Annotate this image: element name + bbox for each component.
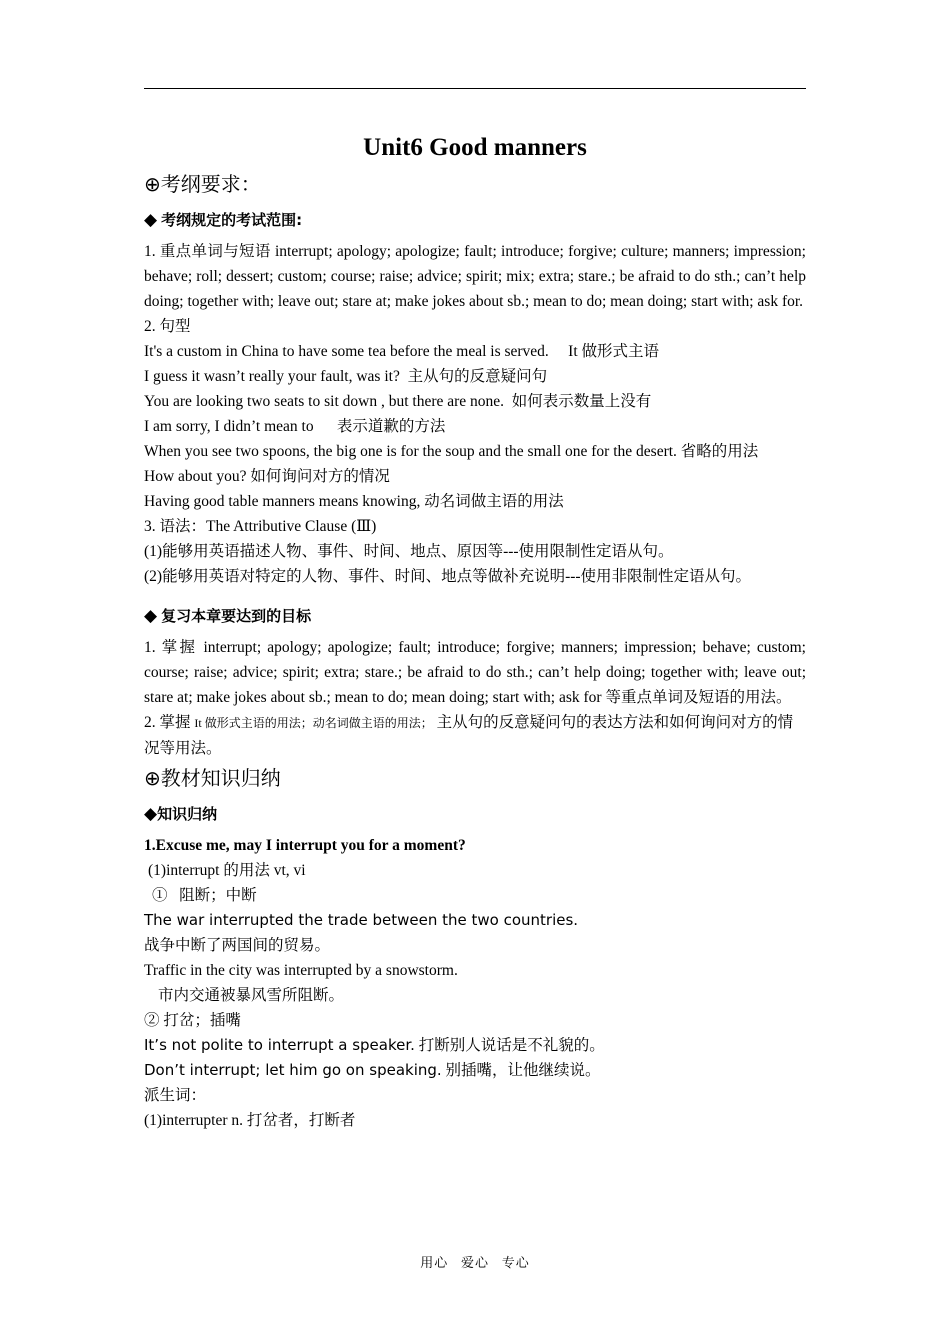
subheading-label: 知识归纳 (157, 805, 218, 823)
grammar-point: (1)能够用英语描述人物、事件、时间、地点、原因等---使用限制性定语从句。 (144, 543, 674, 560)
example-translation: 市内交通被暴风雪所阻断。 (158, 987, 345, 1004)
vocab-list: 1. 重点单词与短语 interrupt; apology; apologize; fault; introduce; forgive; culture; manners; impression; behave; roll; dessert; custom; course; raise; advice; spirit; mix; extra; stare.; be afraid to do sth.; can’t help doing; together with; leave out; stare at; make jokes about sb.; mean to do; mean doing; start with; ask for. (144, 243, 806, 310)
knowledge-point-heading: 1.Excuse me, may I interrupt you for a moment? (144, 837, 466, 854)
page-footer: 用心 爱心 专心 (420, 1255, 530, 1270)
sentence-pattern: When you see two spoons, the big one is for the soup and the small one for the desert. 省略的用法 (144, 443, 759, 460)
goal-prefix: 2. 掌握 (144, 714, 195, 731)
sentence-pattern: You are looking two seats to sit down , but there are none. 如何表示数量上没有 (144, 393, 652, 410)
example-chinese: 别插嘴，让他继续说。 (441, 1062, 601, 1079)
diamond-icon: ◆ (144, 210, 158, 230)
usage-line: (1)interrupt 的用法 vt, vi (148, 862, 306, 879)
example-sentence: Traffic in the city was interrupted by a snowstorm. (144, 962, 458, 979)
subheading-label: 复习本章要达到的目标 (161, 607, 312, 625)
example-translation: 战争中断了两国间的贸易。 (144, 937, 331, 954)
example-sentence: The war interrupted the trade between the two countries. (144, 911, 579, 929)
section-heading-syllabus: ⊕考纲要求： (144, 172, 261, 196)
diamond-icon: ◆ (144, 804, 158, 824)
sentence-pattern: It's a custom in China to have some tea before the meal is served. It 做形式主语 (144, 343, 660, 360)
page-title: Unit6 Good manners (363, 134, 587, 161)
sentence-patterns-label: 2. 句型 (144, 318, 191, 335)
header-rule (144, 88, 806, 89)
derivative-item: (1)interrupter n. 打岔者，打断者 (144, 1112, 356, 1129)
sentence-pattern: I am sorry, I didn’t mean to 表示道歉的方法 (144, 418, 446, 435)
grammar-point: (2)能够用英语对特定的人物、事件、时间、地点等做补充说明---使用非限制性定语从句。 (144, 568, 752, 585)
example-sentence (144, 1058, 806, 1083)
example-chinese: 打断别人说话是不礼貌的。 (414, 1037, 605, 1054)
meaning-line: ② 打岔；插嘴 (144, 1012, 241, 1029)
sentence-pattern: I guess it wasn’t really your fault, was it? 主从句的反意疑问句 (144, 368, 548, 385)
example-sentence (144, 1033, 806, 1058)
example-english: Don’t interrupt; let him go on speaking. (144, 1061, 442, 1079)
document-body (144, 126, 806, 1133)
grammar-label: 3. 语法：The Attributive Clause (Ⅲ) (144, 518, 377, 535)
example-english: It’s not polite to interrupt a speaker. (144, 1036, 415, 1054)
sentence-pattern: Having good table manners means knowing, 动名词做主语的用法 (144, 493, 564, 510)
meaning-line: ① 阻断；中断 (152, 887, 257, 904)
subheading-knowledge (144, 801, 806, 827)
sentence-pattern: How about you? 如何询问对方的情况 (144, 468, 390, 485)
diamond-icon: ◆ (144, 606, 158, 626)
goal-suffix: 主从句的反意疑问句的表达方法和如何询问对方的情况等用法。 (144, 714, 794, 757)
subheading-exam-scope (144, 207, 806, 233)
goal-inline-note: It 做形式主语的用法；动名词做主语的用法； (194, 716, 433, 730)
goal-item (144, 710, 806, 761)
derivatives-label: 派生词： (144, 1087, 207, 1104)
subheading-label: 考纲规定的考试范围: (161, 211, 303, 229)
section-heading-knowledge: ⊕教材知识归纳 (144, 766, 281, 790)
goal-item: 1. 掌握 interrupt; apology; apologize; fault; introduce; forgive; manners; impression; behave; custom; course; raise; advice; spirit; extra; stare.; be afraid to do sth.; can’t help doing; together with; leave out; stare at; make jokes about sb.; mean to do; mean doing; start with; ask for 等重点单词及短语的用法。 (144, 639, 806, 706)
subheading-goals (144, 603, 806, 629)
